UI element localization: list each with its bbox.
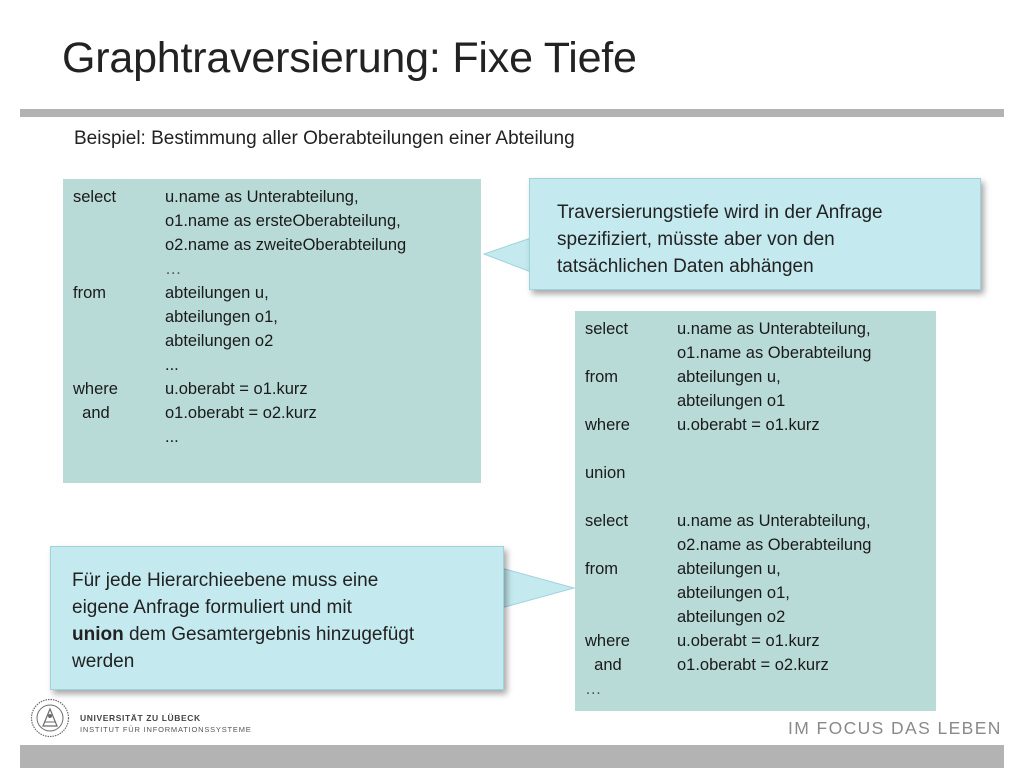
sql-ellipsis: ... [165, 428, 179, 446]
sql-line [63, 185, 481, 209]
sql-keyword [575, 485, 677, 509]
sql-line [63, 401, 481, 425]
sql-line [575, 509, 936, 533]
sql-line [575, 629, 936, 653]
sql-keyword [63, 305, 165, 329]
sql-keyword [575, 605, 677, 629]
sql-expression: o1.oberabt = o2.kurz [677, 656, 829, 674]
slide-title: Graphtraversierung: Fixe Tiefe [62, 34, 637, 82]
callout-top-pointer [484, 236, 534, 276]
sql-line [63, 305, 481, 329]
footer-bar [20, 745, 1004, 768]
sql-keyword: where [585, 632, 630, 650]
sql-line [575, 581, 936, 605]
sql-line [63, 353, 481, 377]
callout-line [72, 621, 493, 648]
sql-line [575, 533, 936, 557]
sql-keyword: and [585, 656, 622, 674]
sql-keyword: select [585, 320, 629, 338]
callout-line: Für jede Hierarchieebene muss eine [72, 570, 379, 591]
institute-name: INSTITUT FÜR INFORMATIONSSYSTEME [80, 725, 252, 734]
sql-line [63, 281, 481, 305]
sql-ellipsis: ... [165, 356, 179, 374]
sql-expression: u.oberabt = o1.kurz [165, 380, 308, 398]
sql-expression [677, 677, 936, 701]
sql-line [575, 389, 936, 413]
sql-expression: abteilungen o2 [677, 608, 786, 626]
sql-expression: u.name as Unterabteilung, [165, 188, 359, 206]
callout-bottom [50, 546, 504, 690]
sql-keyword [63, 353, 165, 377]
sql-expression: abteilungen o1, [677, 584, 790, 602]
sql-keyword: where [585, 416, 630, 434]
sql-expression: o1.name as Oberabteilung [677, 344, 872, 362]
sql-expression: abteilungen u, [165, 284, 269, 302]
sql-expression [677, 461, 936, 485]
sql-keyword [63, 329, 165, 353]
sql-line [575, 677, 936, 701]
sql-expression: abteilungen u, [677, 368, 781, 386]
callout-top [529, 178, 981, 290]
slide-subtitle: Beispiel: Bestimmung aller Oberabteilungen einer Abteilung [74, 128, 575, 149]
union-keyword: union [72, 624, 124, 645]
sql-line [575, 557, 936, 581]
sql-keyword [575, 389, 677, 413]
sql-expression: o1.name as ersteOberabteilung, [165, 212, 401, 230]
sql-keyword [63, 425, 165, 449]
sql-expression: u.name as Unterabteilung, [677, 320, 871, 338]
callout-line: tatsächlichen Daten abhängen [557, 256, 814, 277]
sql-expression: o2.name as Oberabteilung [677, 536, 872, 554]
sql-line [575, 365, 936, 389]
sql-expression: u.oberabt = o1.kurz [677, 416, 820, 434]
sql-keyword [63, 257, 165, 281]
sql-line [63, 377, 481, 401]
sql-expression: o1.oberabt = o2.kurz [165, 404, 317, 422]
sql-line [63, 257, 481, 281]
sql-keyword: from [585, 368, 618, 386]
sql-query-box-union [575, 311, 936, 711]
sql-expression [677, 485, 936, 509]
sql-keyword: select [585, 512, 629, 530]
sql-line [575, 341, 936, 365]
sql-ellipsis: … [165, 260, 182, 278]
university-name: UNIVERSITÄT ZU LÜBECK [80, 713, 201, 723]
sql-line [63, 233, 481, 257]
sql-keyword: and [73, 404, 110, 422]
sql-expression: o2.name as zweiteOberabteilung [165, 236, 407, 254]
sql-line [575, 413, 936, 437]
sql-keyword: where [73, 380, 118, 398]
sql-keyword [575, 341, 677, 365]
sql-keyword [575, 533, 677, 557]
callout-text: dem Gesamtergebnis hinzugefügt [123, 624, 415, 645]
sql-line [575, 605, 936, 629]
sql-keyword: select [73, 188, 117, 206]
sql-keyword [575, 437, 677, 461]
sql-keyword [63, 233, 165, 257]
sql-expression [677, 437, 936, 461]
sql-keyword [63, 209, 165, 233]
sql-expression: abteilungen o2 [165, 332, 274, 350]
university-seal-logo [30, 698, 70, 738]
footer-slogan: IM FOCUS DAS LEBEN [788, 718, 1002, 738]
callout-line: werden [72, 651, 135, 672]
sql-line [575, 437, 936, 461]
sql-expression: abteilungen u, [677, 560, 781, 578]
title-divider [20, 109, 1004, 117]
sql-line [63, 329, 481, 353]
sql-ellipsis: … [585, 680, 602, 698]
sql-keyword [575, 581, 677, 605]
sql-line [575, 485, 936, 509]
sql-line [63, 425, 481, 449]
sql-expression: u.name as Unterabteilung, [677, 512, 871, 530]
callout-line: Traversierungstiefe wird in der Anfrage [557, 202, 883, 223]
callout-line: eigene Anfrage formuliert und mit [72, 597, 352, 618]
sql-expression: u.oberabt = o1.kurz [677, 632, 820, 650]
sql-expression: abteilungen o1 [677, 392, 786, 410]
sql-line [575, 653, 936, 677]
sql-keyword: from [73, 284, 106, 302]
sql-line [63, 209, 481, 233]
sql-keyword: from [585, 560, 618, 578]
sql-line [575, 461, 936, 485]
sql-keyword: union [585, 464, 626, 482]
callout-bottom-pointer [498, 566, 578, 612]
sql-query-box-fixed-depth [63, 179, 481, 483]
callout-line: spezifiziert, müsste aber von den [557, 229, 835, 250]
sql-line [575, 317, 936, 341]
sql-expression: abteilungen o1, [165, 308, 278, 326]
